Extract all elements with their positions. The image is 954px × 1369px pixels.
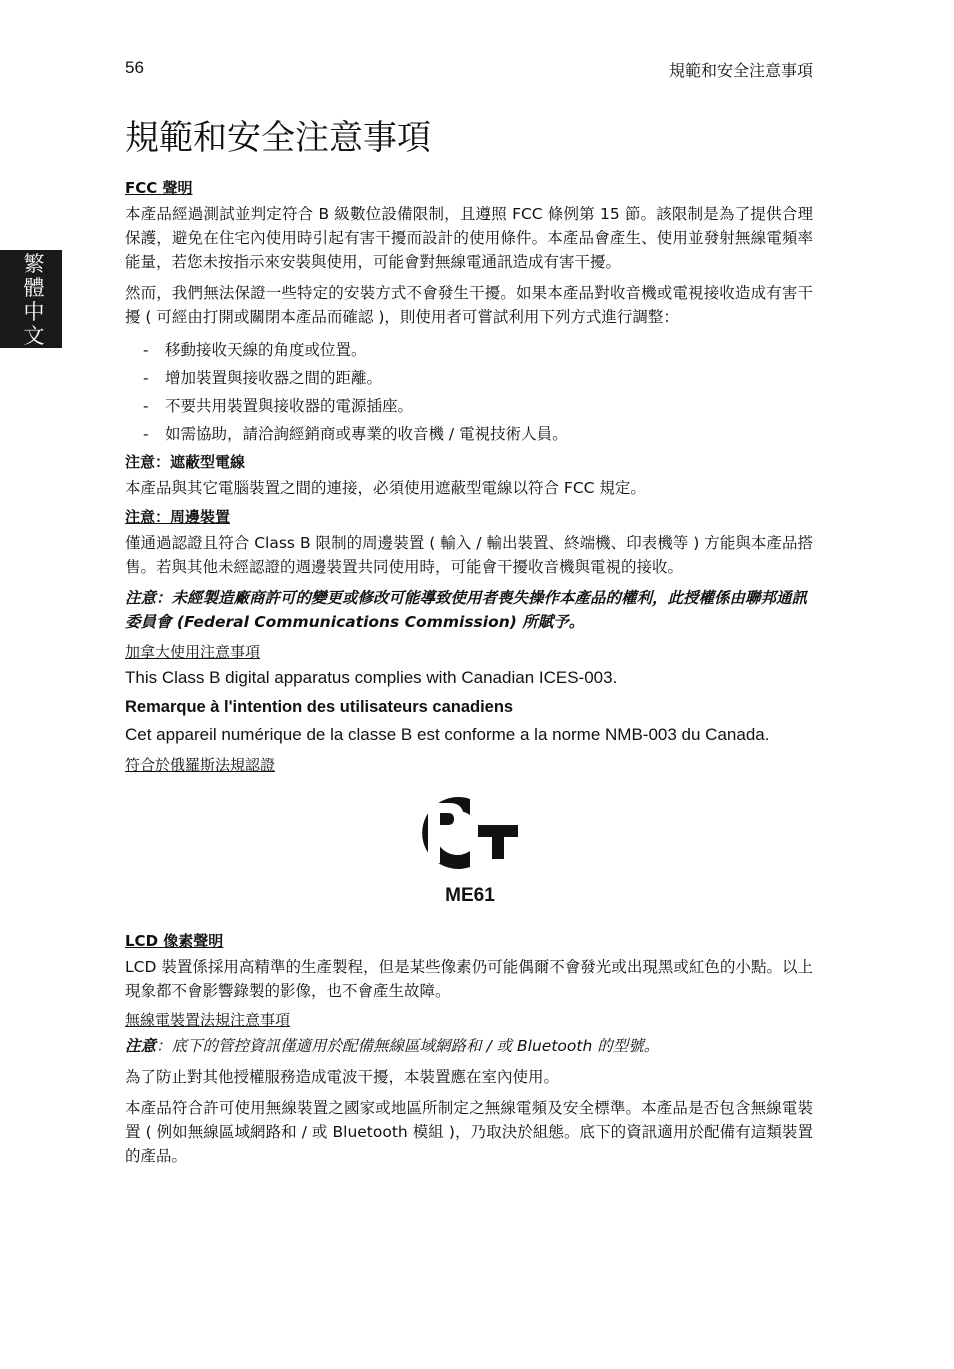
- canada-text-fr: Cet appareil numérique de la classe B est conforme a la norme NMB-003 du Canada.: [125, 725, 770, 744]
- list-marker: -: [143, 397, 149, 415]
- shielded-cable-heading: 注意：遮蔽型電線: [125, 453, 246, 471]
- running-title: 規範和安全注意事項: [668, 61, 813, 80]
- fcc-list: [125, 336, 813, 448]
- modification-warning: 注意：未經製造廠商許可的變更或修改可能導致使用者喪失操作本產品的權利，此授權係由聯邦通訊委員會 (Federal Communications Commission) 所賦予。: [125, 589, 808, 631]
- list-item: - 如需協助，請洽詢經銷商或專業的收音機 / 電視技術人員。: [143, 420, 813, 448]
- wireless-paragraph-2: 本產品符合許可使用無線裝置之國家或地區所制定之無線電頻及安全標準。本產品是否包含無線電裝置 ( 例如無線區域網路和 / 或 Bluetooth 模組 )，乃取決於組態。底下的資訊適用於配備有這類裝置的產品。: [125, 1099, 813, 1165]
- list-marker: -: [143, 369, 149, 387]
- list-marker: -: [143, 341, 149, 359]
- page-number: 56: [125, 58, 144, 77]
- shielded-cable-text: 本產品與其它電腦裝置之間的連接，必須使用遮蔽型電線以符合 FCC 規定。: [125, 479, 646, 497]
- pct-certification-icon: [418, 793, 520, 873]
- lcd-text: LCD 裝置係採用高精準的生產製程，但是某些像素仍可能偶爾不會發光或出現黑或紅色的小點。以上現象都不會影響錄製的影像，也不會產生故障。: [125, 958, 813, 1000]
- fcc-paragraph-2: 然而，我們無法保證一些特定的安裝方式不會發生干擾。如果本產品對收音機或電視接收造成有害干擾 ( 可經由打開或關閉本產品而確認 )，則使用者可嘗試利用下列方式進行調整：: [125, 284, 813, 326]
- page-header: [125, 58, 813, 80]
- certification-code: ME61: [445, 885, 495, 906]
- list-item: - 移動接收天線的角度或位置。: [143, 336, 813, 364]
- wireless-heading: 無線電裝置法規注意事項: [125, 1011, 291, 1029]
- list-marker: -: [143, 425, 149, 443]
- fcc-paragraph-1: 本產品經過測試並判定符合 B 級數位設備限制，且遵照 FCC 條例第 15 節。該限制是為了提供合理保護，避免在住宅內使用時引起有害干擾而設計的使用條件。本產品會產生、使用並發射無線電頻率能量，若您未按指示來安裝與使用，可能會對無線電通訊造成有害干擾。: [125, 205, 813, 271]
- fcc-heading: FCC 聲明: [125, 179, 193, 197]
- wireless-note-label: 注意: [125, 1037, 157, 1055]
- list-item: - 不要共用裝置與接收器的電源插座。: [143, 392, 813, 420]
- peripheral-text: 僅通過認證且符合 Class B 限制的周邊裝置 ( 輸入 / 輸出裝置、終端機、印表機等 ) 方能與本產品搭售。若與其他未經認證的週邊裝置共同使用時，可能會干擾收音機與電視的接收。: [125, 534, 813, 576]
- canada-fr-heading: Remarque à l'intention des utilisateurs canadiens: [125, 698, 514, 716]
- page-title: 規範和安全注意事項: [125, 118, 431, 158]
- lcd-heading: LCD 像素聲明: [125, 932, 224, 950]
- gost-r-logo: [125, 793, 813, 907]
- wireless-note-text: ：底下的管控資訊僅適用於配備無線區域網路和 / 或 Bluetooth 的型號。: [156, 1037, 660, 1055]
- canada-text-en: This Class B digital apparatus complies with Canadian ICES-003.: [125, 668, 618, 687]
- language-tab: [0, 250, 62, 348]
- list-item: - 增加裝置與接收器之間的距離。: [143, 364, 813, 392]
- page-content: [125, 116, 813, 1175]
- canada-heading: 加拿大使用注意事項: [125, 643, 261, 661]
- wireless-paragraph-1: 為了防止對其他授權服務造成電波干擾，本裝置應在室內使用。: [125, 1068, 560, 1086]
- language-tab-label: 繁體中文: [23, 252, 45, 348]
- peripheral-heading: 注意：周邊裝置: [125, 508, 231, 526]
- wireless-note: [125, 1034, 813, 1058]
- russia-heading: 符合於俄羅斯法規認證: [125, 756, 276, 774]
